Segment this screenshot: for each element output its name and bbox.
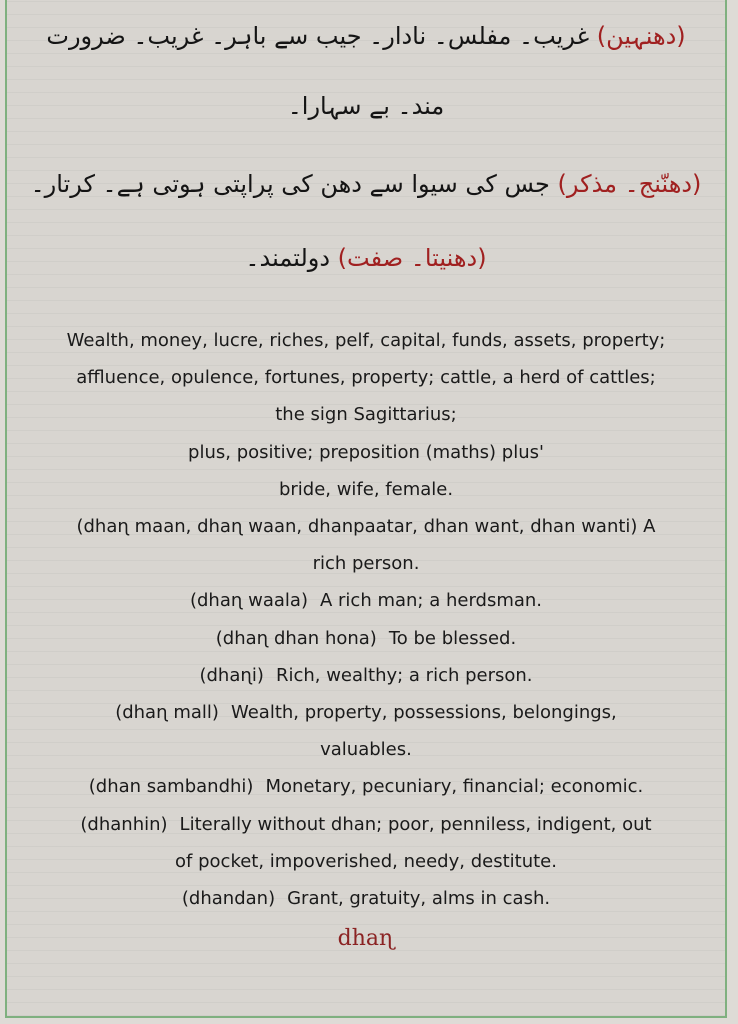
entry-term: (dhaɳi) — [199, 664, 264, 686]
urdu-line-4 — [7, 244, 725, 272]
entry-meaning: Rich, wealthy; a rich person. — [275, 664, 533, 686]
entry-meaning: To be blessed. — [388, 627, 517, 649]
urdu-term: (دھنہین) — [596, 22, 686, 50]
definition-entry — [21, 620, 711, 657]
urdu-line-3 — [7, 170, 725, 198]
entry-meaning: Monetary, pecuniary, financial; economic. — [265, 776, 644, 798]
entry-term: (dhan sambandhi) — [88, 776, 254, 798]
definition-line: valuables. — [320, 739, 412, 761]
entry-term: (dhandan) — [181, 888, 276, 910]
entry-term: (dhaɳ dhan hona) — [215, 627, 377, 649]
definition-line: plus, positive; preposition (maths) plus' — [188, 441, 544, 463]
definition-entry — [21, 657, 711, 694]
definition-line: the sign Sagittarius; — [275, 404, 457, 426]
urdu-definition: دولتمند۔ — [245, 244, 331, 272]
definition-line: of pocket, impoverished, needy, destitute. — [175, 850, 557, 872]
headword-footer: dhaɳ — [337, 926, 395, 951]
entry-meaning: Wealth, property, possessions, belongings, — [230, 702, 617, 724]
entry-meaning: Literally without dhan; poor, penniless, indigent, out — [179, 813, 652, 835]
definition-line: Wealth, money, lucre, riches, pelf, capital, funds, assets, property; — [66, 330, 666, 351]
definition-line: (dhaɳ maan, dhaɳ waan, dhanpaatar, dhan want, dhan wanti) A — [76, 516, 656, 538]
urdu-definition: جس کی سیوا سے دھن کی پراپتی ہوتی ہے۔ کرتار۔ — [30, 170, 550, 198]
urdu-term: (دھنّنج۔ مذکر) — [557, 170, 702, 198]
definition-line: affluence, opulence, fortunes, property; cattle, a herd of cattles; — [76, 367, 656, 389]
english-definitions — [7, 322, 725, 917]
entry-term: (dhaɳ waala) — [189, 590, 308, 612]
definition-line: rich person. — [312, 553, 420, 575]
urdu-definition: غریب۔ مفلس۔ نادار۔ جیب سے باہر۔ غریب۔ ضرورت — [46, 22, 590, 50]
definition-entry — [21, 694, 711, 731]
urdu-line-1 — [7, 22, 725, 50]
urdu-definition: مند۔ بے سہارا۔ — [287, 92, 445, 120]
definition-line: bride, wife, female. — [278, 478, 454, 500]
definition-entry — [21, 582, 711, 619]
urdu-term: (دھنیتا۔ صفت) — [337, 244, 487, 272]
urdu-line-2 — [7, 92, 725, 120]
definition-entry — [21, 806, 711, 843]
entry-meaning: A rich man; a herdsman. — [319, 590, 543, 612]
entry-term: (dhaɳ mall) — [115, 702, 219, 724]
dictionary-page — [5, 0, 727, 1018]
definition-entry — [21, 768, 711, 805]
entry-term: (dhanhin) — [80, 813, 168, 835]
entry-meaning: Grant, gratuity, alms in cash. — [287, 888, 551, 910]
definition-entry — [21, 880, 711, 917]
